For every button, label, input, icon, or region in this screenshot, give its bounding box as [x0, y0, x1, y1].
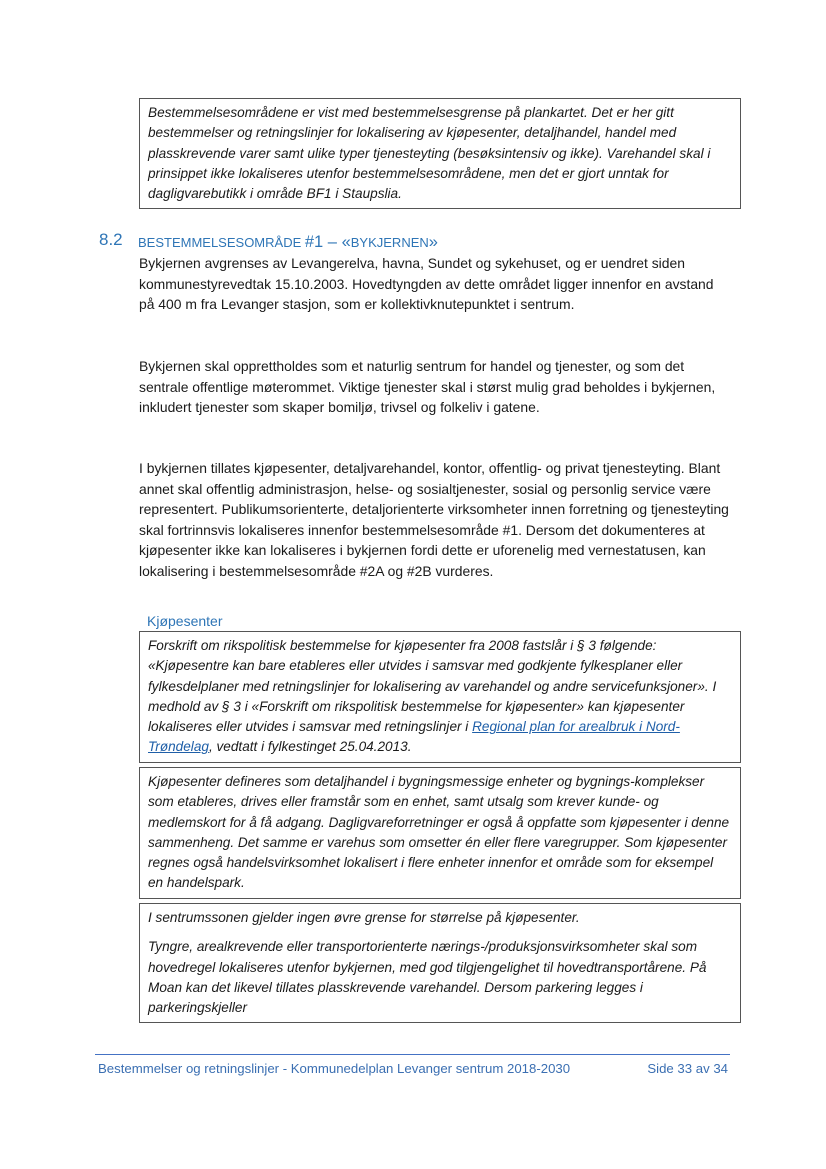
section-title-part1: BESTEMMELSESOMRÅDE: [138, 235, 305, 250]
footer-page-number: Side 33 av 34: [647, 1061, 728, 1076]
forskrift-text-after-link: , vedtatt i fylkestinget 25.04.2013.: [208, 739, 412, 755]
sentrum-box-paragraph-2: Tyngre, arealkrevende eller transportorienterte nærings-/produksjonsvirksomheter skal som hovedregel lokaliseres utenfor bykjernen, med god tilgjengelighet til hovedtransportårene. På Moan kan det likevel tillates plasskrevende varehandel. Dersom parkering legges i parkeringskjeller: [148, 939, 707, 1016]
intro-info-box: [139, 98, 741, 209]
sentrum-info-box: [139, 903, 741, 1023]
forskrift-text-before-link: Forskrift om rikspolitisk bestemmelse for kjøpesenter fra 2008 fastslår i § 3 følgende: «Kjøpesentre kan bare etableres eller utvides i samsvar med godkjente fylkesplaner eller fylkesdelplaner med retningslinjer for lokalisering av varehandel og andre servicefunksjoner». I medhold av § 3 i «Forskrift om rikspolitisk bestemmelse for kjøpesenter» kan kjøpesenter lokaliseres eller utvides i samsvar med retningslinjer i: [148, 638, 717, 735]
forskrift-box-text: [148, 636, 732, 758]
sentrum-box-paragraph-1: I sentrumssonen gjelder ingen øvre grense for størrelse på kjøpesenter.: [148, 910, 580, 925]
paragraph-bykjernen-avgrensning: Bykjernen avgrenses av Levangerelva, havna, Sundet og sykehuset, og er uendret siden kommunestyrevedtak 15.10.2003. Hovedtyngden av dette området ligger innenfor en avstand på 400 m fra Levanger stasjon, som er kollektivknutepunktet i sentrum.: [139, 255, 714, 312]
intro-box-text: Bestemmelsesområdene er vist med bestemmelsesgrense på plankartet. Det er her gitt bestemmelser og retningslinjer for lokalisering av kjøpesenter, detaljhandel, handel med plasskrevende varer samt ulike typer tjenesteyting (besøksintensiv og ikke). Varehandel skal i prinsippet ikke lokaliseres utenfor bestemmelsesområdene, men det er gjort unntak for dagligvarebutikk i område BF1 i Staupslia.: [148, 105, 711, 202]
section-number: 8.2: [99, 230, 123, 249]
paragraph-bykjernen-sentrum: Bykjernen skal opprettholdes som et naturlig sentrum for handel og tjenester, og som det sentrale offentlige møterommet. Viktige tjenester skal i størst mulig grad beholdes i bykjernen, inkludert tjenester som skaper bomiljø, trivsel og folkeliv i gatene.: [139, 358, 716, 415]
definisjon-box-text: Kjøpesenter defineres som detaljhandel i bygningsmessige enheter og bygnings-komplekser som etableres, drives eller framstår som en enhet, samt utsalg som krever kunde- og medlemskort for å få adgang. Dagligvareforretninger er også å oppfatte som kjøpesenter i denne sammenheng. Det samme er varehus som omsetter én eller flere varegrupper. Som kjøpesenter regnes også handelsvirksomhet lokalisert i flere enheter innenfor et område som for eksempel en handelspark.: [148, 774, 730, 891]
footer-document-title: Bestemmelser og retningslinjer - Kommunedelplan Levanger sentrum 2018-2030: [98, 1061, 571, 1076]
section-title: [138, 233, 438, 252]
forskrift-info-box: [139, 631, 741, 763]
section-title-close-quote: »: [428, 233, 438, 251]
definisjon-info-box: [139, 767, 741, 899]
footer-divider: [95, 1054, 730, 1055]
regional-plan-link[interactable]: Regional plan for arealbruk i Nord-Trøndelag: [148, 719, 680, 755]
paragraph-bykjernen-tillates: I bykjernen tillates kjøpesenter, detaljvarehandel, kontor, offentlig- og privat tjenesteyting. Blant annet skal offentlig administrasjon, helse- og sosialtjenester, sosial og personlig service være representert. Publikumsorienterte, detaljorienterte virksomheter innen forretning og tjenesteyting skal fortrinnsvis lokaliseres innenfor bestemmelsesområde #1. Dersom det dokumenteres at kjøpesenter ikke kan lokaliseres i bykjernen fordi dette er uforenelig med vernestatusen, kan lokalisering i bestemmelsesområde #2A og #2B vurderes.: [139, 460, 729, 579]
section-title-part2: BYKJERNEN: [350, 235, 429, 250]
section-title-marker: #1 – «: [304, 233, 351, 251]
subheading-kjopesenter: Kjøpesenter: [147, 613, 223, 629]
